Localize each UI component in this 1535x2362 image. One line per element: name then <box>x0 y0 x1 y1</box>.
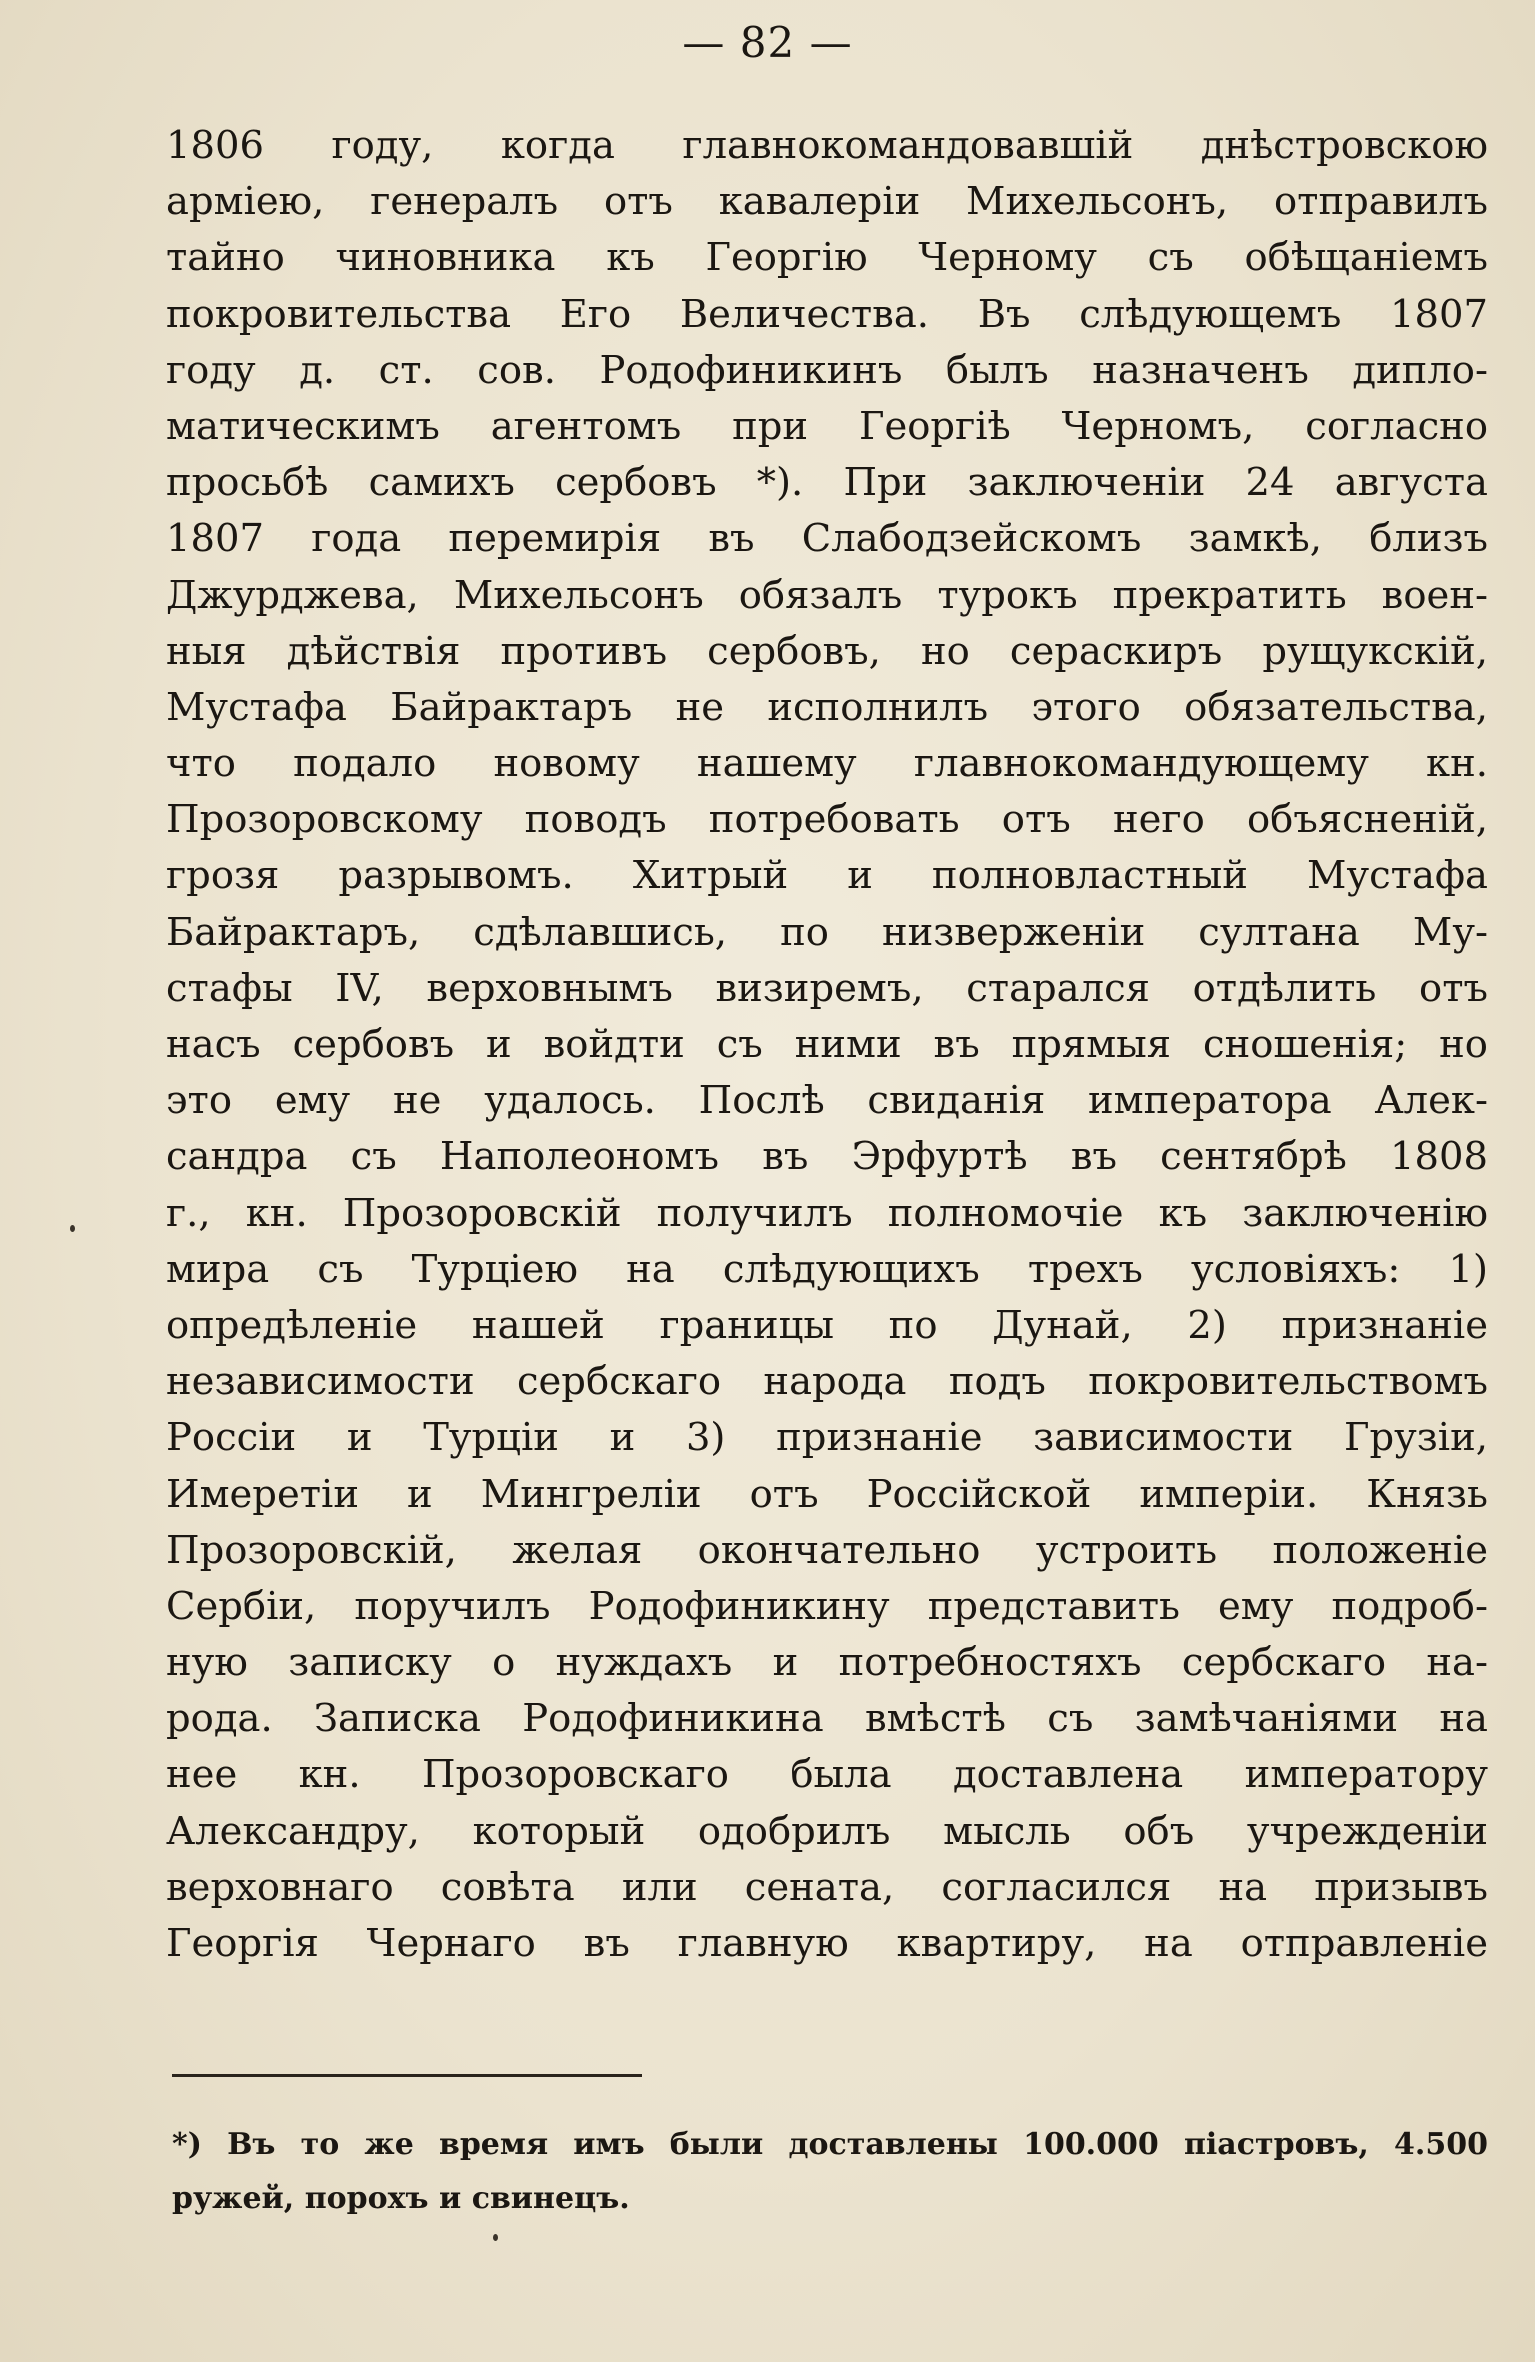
text-line: тайно чиновника къ Георгію Черному съ обѣщаніемъ <box>166 235 1488 281</box>
text-line: независимости сербскаго народа подъ покровительствомъ <box>166 1359 1488 1405</box>
text-line: Сербіи, поручилъ Родофиникину представить ему подроб- <box>166 1583 1488 1629</box>
text-line: 1807 года перемирія въ Слабодзейскомъ замкѣ, близъ <box>166 516 1488 562</box>
text-line: Мустафа Байрактаръ не исполнилъ этого обязательства, <box>166 684 1488 730</box>
text-line: рода. Записка Родофиникина вмѣстѣ съ замѣчаніями на <box>166 1696 1488 1742</box>
text-line: грозя разрывомъ. Хитрый и полновластный Мустафа <box>166 853 1488 899</box>
body-text <box>166 118 1488 1972</box>
text-line: Прозоровскій, желая окончательно устроить положеніе <box>166 1527 1488 1573</box>
footnote-rule <box>172 2074 642 2077</box>
text-line: г., кн. Прозоровскій получилъ полномочіе къ заключенію <box>166 1190 1488 1236</box>
text-line: арміею, генералъ отъ кавалеріи Михельсонъ, отправилъ <box>166 179 1488 225</box>
footnote-line: ружей, порохъ и свинецъ. <box>172 2181 630 2216</box>
text-line: опредѣленіе нашей границы по Дунай, 2) признаніе <box>166 1302 1488 1348</box>
text-line: Россіи и Турціи и 3) признаніе зависимости Грузіи, <box>166 1415 1488 1461</box>
text-line: году д. ст. сов. Родофиникинъ былъ назначенъ дипло- <box>166 347 1488 393</box>
text-line: Байрактаръ, сдѣлавшись, по низверженіи султана Му- <box>166 909 1488 955</box>
text-line: это ему не удалось. Послѣ свиданія императора Алек- <box>166 1078 1488 1124</box>
text-line: мира съ Турціею на слѣдующихъ трехъ условіяхъ: 1) <box>166 1246 1488 1292</box>
text-line: покровительства Его Величества. Въ слѣдующемъ 1807 <box>166 291 1488 337</box>
text-line: 1806 году, когда главнокомандовавшій днѣстровскою <box>166 123 1488 168</box>
text-line: Георгія Чернаго въ главную квартиру, на отправленіе <box>166 1921 1488 1966</box>
text-line: верховнаго совѣта или сената, согласился на призывъ <box>166 1864 1488 1910</box>
text-line: нее кн. Прозоровскаго была доставлена императору <box>166 1752 1488 1798</box>
text-line: Прозоровскому поводъ потребовать отъ него объясненій, <box>166 797 1488 843</box>
page-number: — 82 — <box>682 18 853 67</box>
text-line: ныя дѣйствія противъ сербовъ, но сераскиръ рущукскій, <box>166 628 1488 674</box>
text-line: стафы IV, верховнымъ визиремъ, старался отдѣлить отъ <box>166 965 1488 1011</box>
ink-speck <box>70 1225 75 1232</box>
text-line: матическимъ агентомъ при Георгіѣ Черномъ, согласно <box>166 403 1488 449</box>
ink-speck <box>493 2234 498 2241</box>
footnote-line: *) Въ то же время имъ были доставлены 100.000 піастровъ, 4.500 <box>172 2127 1488 2162</box>
text-line: Джурджева, Михельсонъ обязалъ турокъ прекратить воен- <box>166 572 1488 618</box>
text-line: сандра съ Наполеономъ въ Эрфуртѣ въ сентябрѣ 1808 <box>166 1134 1488 1180</box>
footnote <box>172 2118 1488 2226</box>
text-line: ную записку о нуждахъ и потребностяхъ сербскаго на- <box>166 1640 1488 1686</box>
text-line: Александру, который одобрилъ мысль объ учрежденіи <box>166 1808 1488 1854</box>
text-line: насъ сербовъ и войдти съ ними въ прямыя сношенія; но <box>166 1022 1488 1067</box>
text-line: просьбѣ самихъ сербовъ *). При заключеніи 24 августа <box>166 460 1488 506</box>
text-line: Имеретіи и Мингреліи отъ Россійской имперіи. Князь <box>166 1471 1488 1517</box>
text-line: что подало новому нашему главнокомандующему кн. <box>166 741 1488 787</box>
